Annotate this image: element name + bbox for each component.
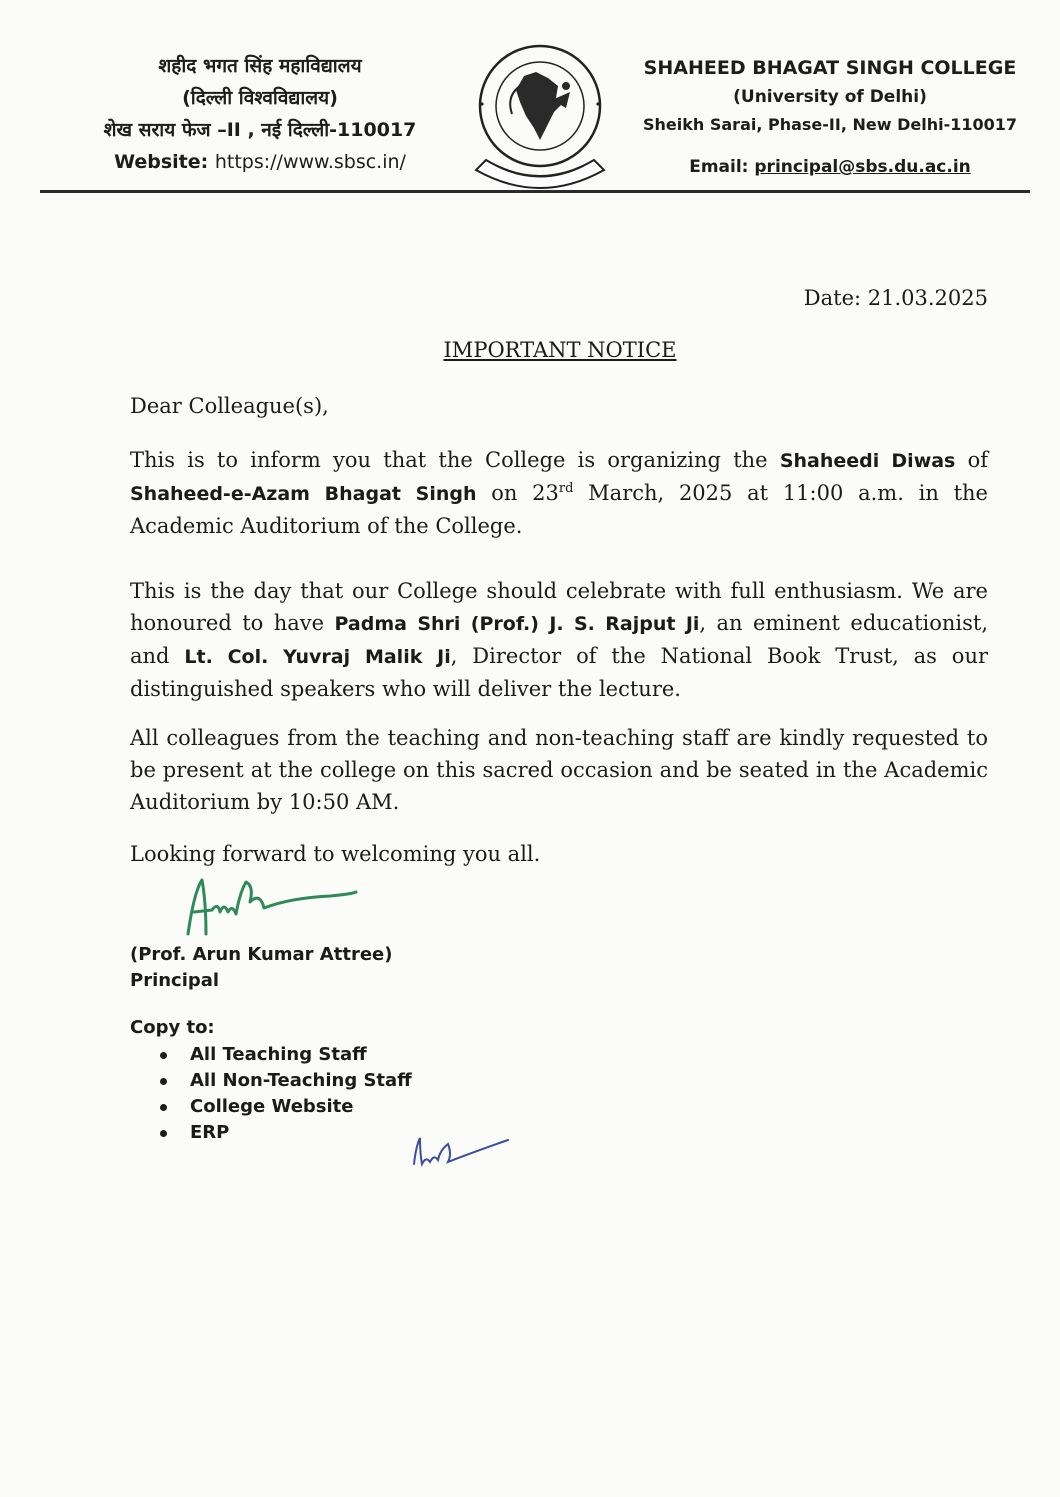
university-english: (University of Delhi) xyxy=(733,87,927,107)
website-url: https://www.sbsc.in/ xyxy=(214,151,406,173)
website-line xyxy=(60,146,460,178)
copy-item-label: College Website xyxy=(190,1096,354,1117)
principal-signature-icon xyxy=(180,872,370,942)
speaker-2: Lt. Col. Yuvraj Malik Ji xyxy=(184,646,451,668)
honoree-name: Shaheed-e-Azam Bhagat Singh xyxy=(130,483,477,505)
email-label: Email: xyxy=(689,157,749,177)
header-divider xyxy=(40,190,1030,193)
paragraph-event xyxy=(130,444,988,542)
copy-to-label: Copy to: xyxy=(130,1017,215,1038)
p1-text-e: on 23 xyxy=(476,481,559,505)
notice-title: IMPORTANT NOTICE xyxy=(443,338,677,362)
event-name: Shaheedi Diwas xyxy=(779,450,956,472)
paragraph-closing: Looking forward to welcoming you all. xyxy=(130,842,541,866)
address-hindi: शेख सराय फेज –II , नई दिल्ली-110017 xyxy=(103,119,417,141)
university-hindi: (दिल्ली विश्वविद्यालय) xyxy=(182,87,338,109)
date-ordinal: rd xyxy=(558,481,574,496)
p1-text-f: March, 2025 at 11:00 a.m. in the Academic Auditorium of the College. xyxy=(130,481,988,538)
p1-text-a: This is to inform you that the College is organizing the xyxy=(130,448,780,472)
p2-text-a: This is the day that our College should celebrate with full enthusiasm. We are honoured to have xyxy=(130,579,988,635)
bullet-icon xyxy=(160,1078,167,1085)
list-item xyxy=(158,1094,412,1120)
list-item xyxy=(158,1068,412,1094)
copy-item-label: ERP xyxy=(190,1122,230,1143)
bullet-icon xyxy=(160,1104,167,1111)
copy-item-label: All Teaching Staff xyxy=(190,1044,367,1065)
p2-text-e: , Director of the National Book Trust, as our distinguished speakers who will deliver the lecture. xyxy=(130,644,989,701)
copy-item-label: All Non-Teaching Staff xyxy=(190,1070,412,1091)
signatory-role: Principal xyxy=(130,970,220,991)
copy-to-list xyxy=(158,1042,412,1146)
initials-icon xyxy=(408,1124,518,1174)
p1-text-c: of xyxy=(955,448,988,472)
college-name-hindi: शहीद भगत सिंह महाविद्यालय xyxy=(158,55,362,77)
college-seal-icon xyxy=(466,42,614,194)
list-item xyxy=(158,1042,412,1068)
college-name-english: SHAHEED BHAGAT SINGH COLLEGE xyxy=(643,57,1017,79)
bullet-icon xyxy=(160,1130,167,1137)
address-english: Sheikh Sarai, Phase-II, New Delhi-110017 xyxy=(643,115,1017,134)
website-label: Website: xyxy=(114,151,209,173)
salutation: Dear Colleague(s), xyxy=(130,394,329,418)
header-hindi xyxy=(60,50,460,178)
notice-date: Date: 21.03.2025 xyxy=(803,286,988,310)
header-english xyxy=(630,53,1030,181)
signatory-name: (Prof. Arun Kumar Attree) xyxy=(130,944,393,965)
paragraph-request: All colleagues from the teaching and non-teaching staff are kindly requested to be present at the college on this sacred occasion and be seated in the Academic Auditorium by 10:50 AM. xyxy=(130,726,988,814)
email-link[interactable]: principal@sbs.du.ac.in xyxy=(754,157,971,177)
email-line xyxy=(630,153,1030,181)
list-item xyxy=(158,1120,412,1146)
p2-text-c: , an eminent educationist, and xyxy=(130,611,989,668)
speaker-1: Padma Shri (Prof.) J. S. Rajput Ji xyxy=(334,613,700,635)
paragraph-speakers xyxy=(130,575,988,705)
bullet-icon xyxy=(160,1052,167,1059)
